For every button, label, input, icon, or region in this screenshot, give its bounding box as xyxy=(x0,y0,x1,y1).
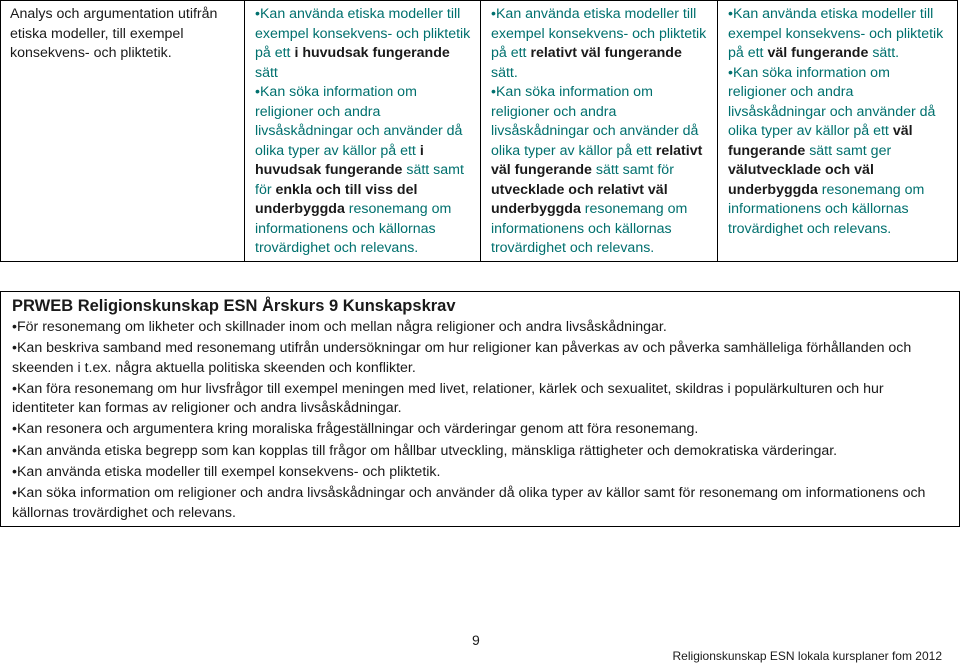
grade-a-bullet-2: •Kan söka information om religioner och andra livsåskådningar och använder då olika typer av källor på ett väl fungerande sätt samt ger välutvecklade och väl underbyggda resonemang om informationens och källornas trovärdighet och relevans. xyxy=(728,64,936,237)
criteria-label-cell xyxy=(1,1,245,262)
list-item: •Kan använda etiska begrepp som kan kopplas till frågor om hållbar utveckling, mänskliga rättigheter och demokratiska värderingar. xyxy=(12,442,838,459)
grade-e-bullet-1: •Kan använda etiska modeller till exempel konsekvens- och pliktetik på ett i huvudsak fungerande sätt xyxy=(255,6,471,81)
page-number: 9 xyxy=(472,632,480,648)
grade-c-bullet-2: •Kan söka information om religioner och andra livsåskådningar och använder då olika typer av källor på ett relativt väl fungerande sätt samt för utvecklade och relativt väl underbyggda resonemang om informationens och källornas trovärdighet och relevans. xyxy=(491,84,703,256)
grade-c-bullet-1: •Kan använda etiska modeller till exempel konsekvens- och pliktetik på ett relativt väl fungerande sätt. xyxy=(491,6,707,81)
kunskapskrav-list xyxy=(12,318,948,523)
list-item: •För resonemang om likheter och skillnader inom och mellan några religioner och andra livsåskådningar. xyxy=(12,319,667,335)
grade-a-bullet-1: •Kan använda etiska modeller till exempel konsekvens- och pliktetik på ett väl fungerande sätt. xyxy=(728,6,944,61)
list-item: •Kan använda etiska modeller till exempel konsekvens- och pliktetik. xyxy=(12,464,441,481)
grade-a-cell xyxy=(718,1,958,262)
list-item: •Kan beskriva samband med resonemang utifrån undersökningar om hur religioner kan påverkas av och påverka samhälleliga förhållanden och skeenden i t.ex. några aktuella politiska skeenden och konflikter. xyxy=(12,340,912,376)
criteria-row xyxy=(1,1,958,262)
page-footer: Religionskunskap ESN lokala kursplaner fom 2012 xyxy=(672,649,942,663)
criteria-table xyxy=(0,0,958,262)
criteria-label: Analys och argumentation utifrån etiska modeller, till exempel konsekvens- och pliktetik. xyxy=(10,6,218,61)
kunskapskrav-box xyxy=(0,291,960,527)
kunskapskrav-title: PRWEB Religionskunskap ESN Årskurs 9 Kunskapskrav xyxy=(12,297,456,315)
grade-c-cell xyxy=(481,1,718,262)
list-item: •Kan resonera och argumentera kring moraliska frågeställningar och värderingar genom att föra resonemang. xyxy=(12,421,699,438)
grade-e-cell xyxy=(245,1,481,262)
list-item: •Kan söka information om religioner och andra livsåskådningar och använder då olika typer av källor samt för resonemang om informationens och källornas trovärdighet och relevans. xyxy=(12,485,926,521)
list-item: •Kan föra resonemang om hur livsfrågor till exempel meningen med livet, relationer, kärlek och sexualitet, skildras i populärkulturen och hur identiteter kan formas av religioner och andra livsåskådningar. xyxy=(12,380,884,417)
grade-e-bullet-2: •Kan söka information om religioner och andra livsåskådningar och använder då olika typer av källor på ett i huvudsak fungerande sätt samt för enkla och till viss del underbyggda resonemang om informationens och källornas trovärdighet och relevans. xyxy=(255,84,464,256)
